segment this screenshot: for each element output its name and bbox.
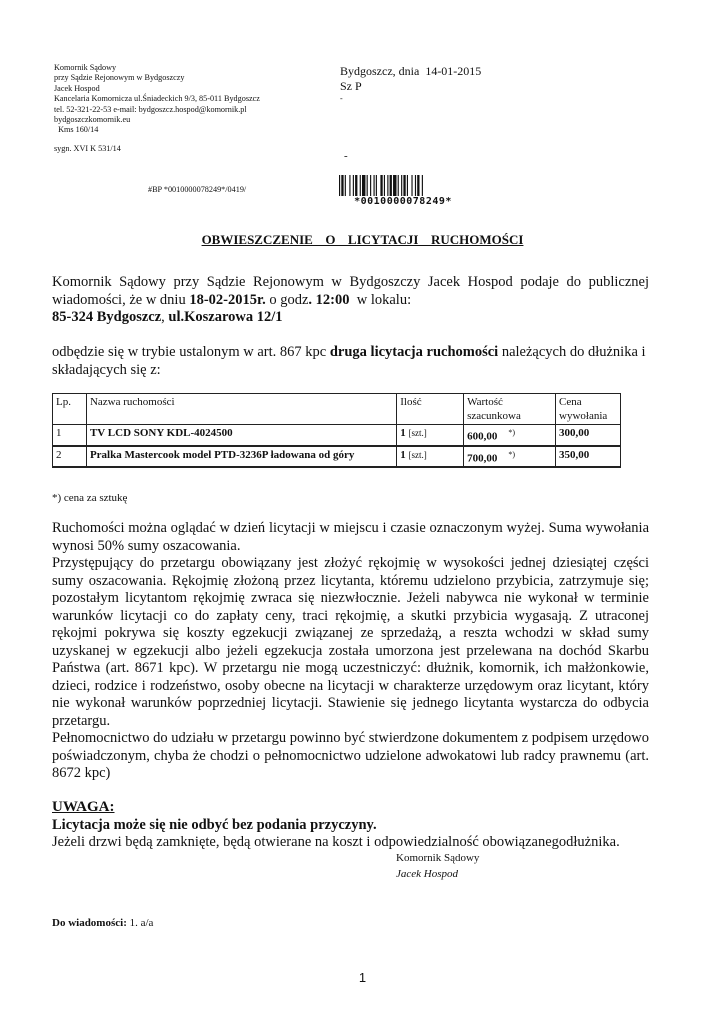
bailiff-office-info (54, 63, 260, 136)
header-price: Cena wywołania (556, 394, 621, 425)
distribution-list (52, 917, 153, 929)
mode-text: odbędzie się w trybie ustalonym w art. 867 kpc (52, 344, 330, 360)
header-qty: Ilość (397, 394, 464, 425)
barcode-bar (390, 175, 392, 197)
barcode-bar (398, 175, 399, 197)
office-line: Jacek Hospod (54, 83, 100, 93)
header-name: Nazwa ruchomości (86, 394, 396, 425)
item-name: Pralka Mastercook model PTD-3236P ładowana od góry (89, 448, 355, 461)
reference-initials: Sz P (340, 79, 362, 93)
barcode-bar (362, 175, 365, 197)
cell-name (86, 446, 396, 468)
cell-value (464, 425, 556, 446)
office-line: Komornik Sądowy (54, 63, 117, 72)
warning-line: Jeżeli drzwi będą zamknięte, będą otwierane na koszt i odpowiedzialność obowiązanegodłużnika. (52, 834, 620, 850)
barcode-bar (374, 175, 375, 197)
distribution-value: 1. a/a (126, 917, 154, 929)
cell-price (556, 446, 621, 468)
warning-heading: UWAGA: (52, 799, 115, 815)
cell-name (86, 425, 396, 446)
address-separator: , (161, 309, 169, 325)
address-city: 85-324 Bydgoszcz (52, 309, 162, 325)
table-header-row (53, 394, 621, 425)
cell-lp: 2 (53, 446, 87, 468)
paragraph: Ruchomości można oglądać w dzień licytacji w miejscu i czasie oznaczonym wyżej. Suma wywołania wynosi 50% sumy oszacowania. (52, 520, 649, 554)
auction-time: . 12:00 (308, 291, 350, 308)
intro-text: w lokalu: (349, 291, 412, 308)
item-qty: 1 (400, 427, 406, 439)
barcode-bar (370, 175, 371, 197)
barcode-bar (411, 175, 412, 197)
barcode-bar (407, 175, 408, 197)
barcode-bar (339, 175, 340, 197)
document-title: OBWIESZCZENIE O LICYTACJI RUCHOMOŚCI (201, 232, 524, 247)
paragraph: Pełnomocnictwo do udziału w przetargu powinno być stwierdzone dokumentem z podpisem urzędowo poświadczonym, chyba że chodzi o pełnomocnictwo udzielone adwokatowi lub radcy prawnemu (art. 8672 kpc) (52, 730, 649, 781)
auction-type: druga licytacja ruchomości (329, 344, 499, 360)
barcode-bar (403, 175, 405, 197)
item-price: 300,00 (559, 427, 590, 439)
header-value: Wartość szacunkowa (464, 394, 556, 425)
signature-reference: sygn. XVI K 531/14 (54, 144, 121, 153)
place-date: Bydgoszcz, dnia 14-01-2015 (340, 64, 482, 78)
item-name: TV LCD SONY KDL-4024500 (89, 427, 233, 439)
mode-text: należących do dłużnika i składających się z: (52, 344, 646, 378)
dot-mark: - (340, 94, 343, 103)
item-unit: [szt.] (408, 428, 427, 438)
cell-lp: 1 (53, 425, 87, 446)
barcode-bar (415, 175, 416, 197)
barcode-bar (393, 175, 396, 197)
barcode-bar (355, 175, 357, 197)
barcode-bar (417, 175, 419, 197)
header-lp: Lp. (53, 394, 87, 425)
barcode-bar (401, 175, 402, 197)
conditions-block (52, 520, 649, 783)
auction-date: 18-02-2015r. (189, 291, 266, 308)
cell-qty (397, 446, 464, 468)
barcode-bar (360, 175, 361, 197)
page-number: 1 (358, 970, 367, 985)
table-row (53, 446, 621, 468)
cell-qty (397, 425, 464, 446)
case-number: Kms 160/14 (54, 125, 99, 135)
table-row (53, 425, 621, 446)
item-price: 350,00 (559, 448, 590, 461)
item-unit: [szt.] (408, 449, 427, 460)
signature-name: Jacek Hospod (396, 868, 459, 880)
barcode-bar (367, 175, 368, 197)
signature-role: Komornik Sądowy (396, 852, 480, 864)
warning-line: Licytacja może się nie odbyć bez podania przyczyny. (52, 817, 377, 833)
barcode-bar (387, 175, 388, 197)
footnote: *) cena za sztukę (52, 492, 128, 504)
dash-mark: - (344, 150, 348, 162)
barcode-bar (341, 175, 343, 197)
barcode-bar (380, 175, 382, 197)
office-line: Kancelaria Komornicza ul.Śniadeckich 9/3, 85-011 Bydgoszcz (54, 94, 260, 104)
place-date-block (340, 64, 481, 104)
footnote-mark: *) (508, 449, 516, 459)
item-qty: 1 (400, 448, 406, 461)
cell-value (464, 446, 556, 468)
item-value: 700,00 (467, 452, 498, 465)
office-line: przy Sądzie Rejonowym w Bydgoszczy (54, 73, 185, 83)
intro-text: o godz (265, 291, 309, 308)
address-street: ul.Koszarowa 12/1 (168, 309, 283, 325)
item-value: 600,00 (467, 430, 498, 443)
office-line: tel. 52-321-22-53 e-mail: bydgoszcz.hospod@komornik.pl (54, 104, 247, 114)
office-line: bydgoszczkomornik.eu (54, 115, 131, 125)
barcode-text: *0010000078249* (338, 196, 468, 207)
barcode-bar (353, 175, 354, 197)
footnote-mark: *) (508, 428, 516, 437)
paragraph: Przystępujący do przetargu obowiązany jest złożyć rękojmię w wysokości jednej dziesiątej części sumy oszacowania. Rękojmię złożoną przez licytanta, któremu udzielono przybicia, zatrzymuje się; pozostałym licytantom rękojmię zwraca się niezwłocznie. Jeżeli nabywca nie wykonał w terminie warunków licytacji co do zapłaty ceny, traci rękojmię, a skutki przybicia wygasają. Z utraconej rękojmi pokrywa się koszty egzekucji związanej ze sprzedażą, a reszta wchodzi w skład sumy uzyskanej w egzekucji albo jeżeli egzekucja została umorzona jest przelewana na dochód Skarbu Państwa (art. 8671 kpc). W przetargu nie mogą uczestniczyć: dłużnik, komornik, ich małżonkowie, dzieci, rodzice i rodzeństwo, osoby obecne na licytacji w charakterze urzędowym oraz licytant, który nie wykonał warunków poprzedniej licytacji. Stawienie się jednego licytanta wystarcza do odbycia przetargu. (52, 555, 649, 729)
intro-paragraph (52, 274, 649, 327)
intro-text: Komornik Sądowy przy Sądzie Rejonowym w Bydgoszczy Jacek Hospod podaje do publicznej wiadomości, że w dniu (52, 274, 649, 308)
barcode-bar (422, 175, 423, 197)
items-table (52, 393, 621, 468)
mode-paragraph (52, 344, 649, 379)
barcode-bar (384, 175, 385, 197)
barcode-bar (349, 175, 350, 197)
barcode-bar (376, 175, 377, 197)
distribution-label: Do wiadomości: (52, 917, 127, 929)
cell-price (556, 425, 621, 446)
barcode-bar (345, 175, 346, 197)
bp-code: #BP *0010000078249*/0419/ (148, 185, 247, 194)
